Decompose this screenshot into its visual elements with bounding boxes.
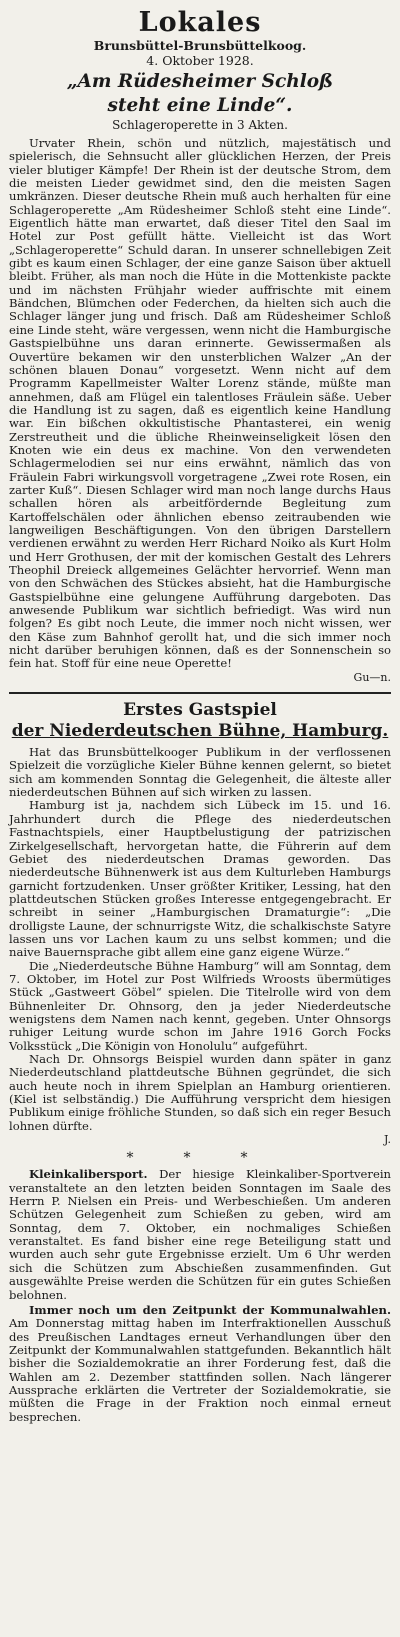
article-subtitle: Schlageroperette in 3 Akten. [112, 118, 288, 132]
star: * [240, 1150, 298, 1167]
article-body [9, 137, 391, 684]
divider-rule [9, 692, 391, 694]
notice-kommunalwahlen [9, 1304, 391, 1424]
article-title-line2 [9, 721, 391, 742]
article-paragraph: Urvater Rhein, schön und nützlich, majestätisch und spielerisch, die Sehnsucht aller glücklichen Herzen, der Preis vieler blutiger Kämpfe! Der Rhein ist der deutsche Strom, dem die meisten Lieder gewidmet sind, den die meisten Sagen umkränzen. Dieser deutsche Rhein muß auch herhalten für eine Schlageroperette „Am Rüdesheimer Schloß steht eine Linde“. Eigentlich hätte man erwartet, daß dieser Titel den Saal im Hotel zur Post gefüllt hätte. Vielleicht ist das Wort „Schlageroperette“ Schuld daran. In unserer schnellebigen Zeit gibt es kaum einen Schlager, der eine ganze Saison über aktuell bleibt. Früher, als man noch die Hüte in die Mottenkiste packte und im nächsten Frühjahr wieder auffrischte mit einem Bändchen, Blümchen oder Federchen, da hielten sich auch die Schlager länger jung und frisch. Daß am Rüdesheimer Schloß eine Linde steht, wäre vergessen, wenn nicht die Hamburgische Gastspielbühne uns daran erinnerte. Gewissermaßen als Ouvertüre bekamen wir den unsterblichen Walzer „An der schönen blauen Donau“ vorgesetzt. Wenn nicht auf dem Programm Kapellmeister Walter Lorenz stände, müßte man annehmen, daß am Flügel ein talentloses Fräulein säße. Ueber die Handlung ist zu sagen, daß es eigentlich keine Handlung war. Ein bißchen okkultistische Phantasterei, ein wenig Zerstreutheit und die übliche Rheinweinseligkeit lösen den Knoten wie ein deus ex machine. Von den verwendeten Schlagermelodien sei nur eins erwähnt, nämlich das von Fräulein Fabri wirkungsvoll vorgetragene „Zwei rote Rosen, ein zarter Kuß“. Diesen Schlager wird man noch lange durchs Haus schallen hören als arbeitfördernde Begleitung zum Kartoffelschälen oder ähnlichen ebenso zeitraubenden wie langweiligen Beschäftigungen. Von den übrigen Darstellern verdienen erwähnt zu werden Herr Richard Noiko als Kurt Holm und Herr Grothusen, der mit der komischen Gestalt des Lehrers Theophil Dreieck allgemeines Gelächter hervorrief. Wenn man von den Schwächen des Stückes absieht, hat die Hamburgische Gastspielbühne eine gelungene Aufführung dargeboten. Das anwesende Publikum war sichtlich befriedigt. Was wird nun folgen? Es gibt noch Leute, die immer noch nicht wissen, wer den Käse zum Bahnhof gerollt hat, und die sich immer noch nicht darüber beruhigen können, daß es der Sonnenschein so fein hat. Stoff für eine neue Operette! [9, 136, 391, 671]
article-paragraph: Hat das Brunsbüttelkooger Publikum in der verflossenen Spielzeit die vorzügliche Kieler Bühne kennen gelernt, so bietet sich am kommenden Sonntag die Gelegenheit, die älteste aller niederdeutschen Bühnen auf sich wirken zu lassen. [9, 745, 391, 800]
star-separator [33, 1150, 391, 1166]
article-title-line2: steht eine Linde“. [107, 95, 293, 116]
dateline: Brunsbüttel-Brunsbüttelkoog. [93, 38, 307, 53]
article-title-line2-text: der Niederdeutschen Bühne, Hamburg. [11, 721, 389, 742]
notice-heading: Kleinkalibersport. [29, 1167, 148, 1182]
article-signature: Gu—n. [353, 670, 391, 684]
notice-text: Der hiesige Kleinkaliber-Sportverein veranstaltete an den letzten beiden Sonntagen im Saale des Herrn P. Nielsen ein Preis- und Werbeschießen. Um anderen Schützen Gelegenheit zum Schießen zu geben, wird am Sonntag, dem 7. Oktober, ein nochmaliges Schießen veranstaltet. Es fand bisher eine rege Beteiligung statt und wurden auch sehr gute Ergebnisse erzielt. Um 6 Uhr werden sich die Schützen zum Abschießen zusammenfinden. Gut ausgewählte Preise werden die Schützen für ein gutes Schießen belohnen. [9, 1167, 391, 1302]
notice-heading: Immer noch um den Zeitpunkt der Kommunalwahlen. [29, 1302, 391, 1317]
article-title-line1: „Am Rüdesheimer Schloß [66, 71, 334, 92]
article-signature: J. [383, 1133, 391, 1147]
article-paragraph: Hamburg ist ja, nachdem sich Lübeck im 15. und 16. Jahrhundert durch die Pflege des niederdeutschen Fastnachtspiels, einer Hauptbelustigung der patrizischen Zirkelgesellschaft, hervorgetan hatte, die Führerin auf dem Gebiet des niederdeutschen Dramas geworden. Das niederdeutsche Bühnenwerk ist aus dem Kulturleben Hamburgs garnicht fortzudenken. Unser größter Kritiker, Lessing, hat den plattdeutschen Stücken großes Interesse entgegengebracht. Er schreibt in seiner „Hamburgischen Dramaturgie“: „Die drolligste Laune, der schnurrigste Witz, die schalkischste Satyre lassen uns vor Lachen kaum zu uns selbst kommen; und die naive Bauernsprache gibt allem eine ganz eigene Würze.“ [9, 798, 391, 960]
date: 4. Oktober 1928. [146, 53, 254, 68]
star: * [183, 1150, 241, 1167]
article-paragraph: Die „Niederdeutsche Bühne Hamburg“ will am Sonntag, dem 7. Oktober, im Hotel zur Post Wilfrieds Wroosts übermütiges Stück „Gastweert Göbel“ spielen. Die Titelrolle wird von dem Bühnenleiter Dr. Ohnsorg, den ja jeder Niederdeutsche wenigstens dem Namen nach kennt, gegeben. Unter Ohnsorgs ruhiger Leitung wurde schon im Jahre 1916 Gorch Focks Volksstück „Die Königin von Honolulu“ aufgeführt. [9, 958, 391, 1053]
notice-kleinkalibersport [9, 1168, 391, 1301]
article-gastspiel [9, 700, 391, 1146]
article-operette [9, 71, 391, 684]
star: * [126, 1150, 184, 1167]
article-title-line1: Erstes Gastspiel [123, 700, 277, 721]
notice-text: Am Donnerstag mittag haben im Interfraktionellen Ausschuß des Preußischen Landtages erneut Verhandlungen über den Zeitpunkt der Kommunalwahlen stattgefunden. Bekanntlich hält bisher die Sozialdemokratie an ihrer Forderung fest, daß die Wahlen am 2. Dezember stattfinden sollen. Nach längerer Aussprache erklärten die Vertreter der Sozialdemokratie, sie müßten die Frage in der Fraktion noch einmal erneut besprechen. [9, 1316, 391, 1424]
notice-paragraph [9, 1304, 391, 1424]
article-body [9, 746, 391, 1146]
notice-paragraph [9, 1168, 391, 1301]
article-paragraph: Nach Dr. Ohnsorgs Beispiel wurden dann später in ganz Niederdeutschland plattdeutsche Bühnen gegründet, die sich auch heute noch in ihrem Spielplan an Hamburg orientieren. (Kiel ist selbständig.) Die Aufführung verspricht dem hiesigen Publikum einige fröhliche Stunden, so daß sich ein reger Besuch lohnen dürfte. [9, 1052, 391, 1133]
section-title: Lokales [138, 7, 262, 38]
